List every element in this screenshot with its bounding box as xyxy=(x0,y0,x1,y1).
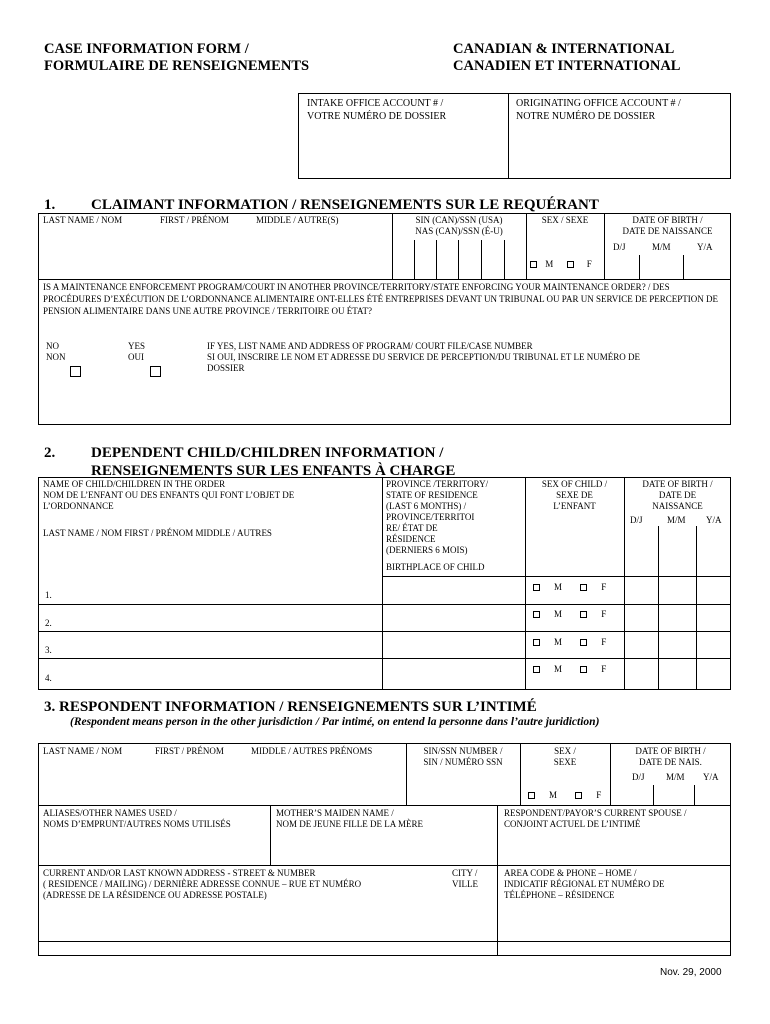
answer-yes-checkbox[interactable] xyxy=(150,366,161,377)
child-row-2-sex xyxy=(533,609,606,620)
child-dob-header xyxy=(624,479,731,512)
child-name-header xyxy=(43,479,373,512)
child-4-sex-m-checkbox[interactable] xyxy=(533,666,540,673)
sin-cell-5 xyxy=(504,240,505,279)
sin-cell-4 xyxy=(481,240,482,279)
respondent-line-1 xyxy=(38,805,731,806)
claimant-divider xyxy=(38,279,731,280)
respondent-sex-f-checkbox[interactable] xyxy=(575,792,582,799)
claimant-sex-m-label: M xyxy=(545,259,554,269)
sin-cell-1 xyxy=(414,240,415,279)
child-name-header-label: NAME OF CHILD/CHILDREN IN THE ORDER NOM DE L’ENFANT OU DES ENFANTS QUI FONT L’OBJET DE L’ORDONNANCE xyxy=(43,479,295,511)
child-3-sex-f-label: F xyxy=(601,637,607,647)
section2-title-fr: RENSEIGNEMENTS SUR LES ENFANTS À CHARGE xyxy=(91,463,456,479)
child-2-sex-f-checkbox[interactable] xyxy=(580,611,587,618)
respondent-box xyxy=(38,743,731,956)
claimant-sin-field[interactable] xyxy=(392,215,526,237)
child-3-sex-m-label: M xyxy=(554,637,563,647)
claimant-sex-f-label: F xyxy=(586,259,592,269)
child-dob-year: Y/A xyxy=(706,515,722,525)
section1-number: 1. xyxy=(44,197,56,213)
child-row-4-sex xyxy=(533,664,606,675)
respondent-aliases-field[interactable] xyxy=(43,808,268,830)
account-divider xyxy=(508,93,509,179)
respondent-line-3 xyxy=(38,941,731,942)
child-province-header xyxy=(386,479,522,556)
enforcement-details-label: IF YES, LIST NAME AND ADDRESS OF PROGRAM/ COURT FILE/CASE NUMBER SI OUI, INSCRIRE LE NOM ET ADRESSE DU SERVICE DE PERCEPTION/DU TRIBUNAL ET LE NUMÉRO DE DOSSIER xyxy=(207,341,640,373)
child-1-sex-m-label: M xyxy=(554,582,563,592)
respondent-dob-label: DATE OF BIRTH / DATE DE NAIS. xyxy=(635,746,706,767)
respondent-spouse-label: RESPONDENT/PAYOR’S CURRENT SPOUSE / CONJOINT ACTUEL DE L’INTIMÉ xyxy=(504,808,687,829)
section2-title-en: DEPENDENT CHILD/CHILDREN INFORMATION / xyxy=(91,445,444,461)
respondent-phone-label: AREA CODE & PHONE – HOME / INDICATIF RÉGIONAL ET NUMÉRO DE TÉLÉPHONE – RÉSIDENCE xyxy=(504,868,665,900)
claimant-dob-year: Y/A xyxy=(697,242,713,252)
answer-no xyxy=(46,341,66,363)
child-1-sex-m-checkbox[interactable] xyxy=(533,584,540,591)
form-title xyxy=(44,41,309,75)
respondent-line-2 xyxy=(38,865,731,866)
claimant-dob-month: M/M xyxy=(652,242,671,252)
child-dob-month: M/M xyxy=(667,515,686,525)
form-title-fr: FORMULAIRE DE RENSEIGNEMENTS xyxy=(44,58,310,74)
originating-account-field[interactable] xyxy=(516,97,728,123)
answer-yes xyxy=(128,341,145,363)
children-row-line-1 xyxy=(38,604,731,605)
respondent-dob-field[interactable] xyxy=(610,746,731,768)
dob-cell-1 xyxy=(639,255,640,279)
claimant-sin-label: SIN (CAN)/SSN (USA) NAS (CAN)/SSN (É-U) xyxy=(415,215,503,236)
respondent-city-label: CITY / VILLE xyxy=(452,868,478,889)
answer-no-checkbox[interactable] xyxy=(70,366,81,377)
child-province-header-label: PROVINCE /TERRITORY/ STATE OF RESIDENCE (LAST 6 MONTHS) / PROVINCE/TERRITOI RE/ ÉTAT DE RÉSIDENCE (DERNIERS 6 MOIS) xyxy=(386,479,489,555)
respondent-maiden-field[interactable] xyxy=(276,808,494,830)
claimant-dob-field[interactable] xyxy=(604,215,731,237)
section2-title xyxy=(91,444,455,480)
section1-title: CLAIMANT INFORMATION / RENSEIGNEMENTS SUR LE REQUÉRANT xyxy=(91,197,599,213)
child-1-sex-f-checkbox[interactable] xyxy=(580,584,587,591)
child-dob-cell-2 xyxy=(696,526,697,690)
children-row-line-2 xyxy=(38,631,731,632)
respondent-sin-field[interactable] xyxy=(406,746,520,768)
child-row-2-number: 2. xyxy=(45,618,52,628)
intake-account-label: INTAKE OFFICE ACCOUNT # / VOTRE NUMÉRO DE DOSSIER xyxy=(307,98,447,122)
child-3-sex-f-checkbox[interactable] xyxy=(580,639,587,646)
section3-title: 3. RESPONDENT INFORMATION / RENSEIGNEMENTS SUR L’INTIMÉ xyxy=(44,699,537,715)
respondent-dob-year: Y/A xyxy=(703,772,719,782)
respondent-col-4 xyxy=(270,805,271,865)
claimant-dob-day: D/J xyxy=(613,242,626,252)
child-2-sex-m-label: M xyxy=(554,609,563,619)
section2-number: 2. xyxy=(44,445,56,461)
department-title xyxy=(453,41,680,75)
child-sex-header-label: SEX OF CHILD / SEXE DE L’ENFANT xyxy=(541,479,608,511)
claimant-middle-name-label[interactable]: MIDDLE / AUTRE(S) xyxy=(256,215,339,225)
claimant-sex-m-checkbox[interactable] xyxy=(530,261,537,268)
claimant-dob-label: DATE OF BIRTH / DATE DE NAISSANCE xyxy=(622,215,713,236)
intake-account-field[interactable] xyxy=(307,97,502,123)
child-row-1-number: 1. xyxy=(45,590,52,600)
child-4-sex-f-checkbox[interactable] xyxy=(580,666,587,673)
respondent-sex-f-label: F xyxy=(596,790,602,800)
respondent-address-label: CURRENT AND/OR LAST KNOWN ADDRESS - STREET & NUMBER ( RESIDENCE / MAILING) / DERNIÈRE ADRESSE CONNUE – RUE ET NUMÉRO (ADRESSE DE LA RÉSIDENCE OU ADRESSE POSTALE) xyxy=(43,868,362,900)
respondent-sex-m-checkbox[interactable] xyxy=(528,792,535,799)
originating-account-label: ORIGINATING OFFICE ACCOUNT # / NOTRE NUMÉRO DE DOSSIER xyxy=(516,98,681,122)
child-dob-cell-1 xyxy=(658,526,659,690)
claimant-sex-options xyxy=(530,259,592,270)
child-row-3-sex xyxy=(533,637,606,648)
claimant-sex-label: SEX / SEXE xyxy=(541,215,589,225)
section3-note: (Respondent means person in the other jurisdiction / Par intimé, on entend la personne dans l’autre juridiction) xyxy=(70,716,600,728)
child-dob-day: D/J xyxy=(630,515,643,525)
respondent-maiden-label: MOTHER’S MAIDEN NAME / NOM DE JEUNE FILLE DE LA MÈRE xyxy=(276,808,423,829)
respondent-last-name-label[interactable]: LAST NAME / NOM xyxy=(43,746,123,756)
child-sex-header xyxy=(525,479,624,512)
resp-dob-cell-1 xyxy=(653,785,654,805)
respondent-aliases-label: ALIASES/OTHER NAMES USED / NOMS D’EMPRUNT/AUTRES NOMS UTILISÉS xyxy=(43,808,231,829)
respondent-sex-header xyxy=(520,746,610,768)
respondent-dob-day: D/J xyxy=(632,772,645,782)
respondent-spouse-field[interactable] xyxy=(504,808,728,830)
respondent-sex-options xyxy=(528,790,601,801)
children-row-line-3 xyxy=(38,658,731,659)
child-row-4-number: 4. xyxy=(45,673,52,683)
enforcement-details-field[interactable] xyxy=(207,341,727,374)
answer-yes-label: YES OUI xyxy=(128,341,146,362)
respondent-sex-label: SEX / SEXE xyxy=(553,746,577,767)
respondent-phone-field[interactable] xyxy=(504,868,728,901)
resp-dob-cell-2 xyxy=(694,785,695,805)
claimant-box xyxy=(38,213,731,425)
child-dob-header-label: DATE OF BIRTH / DATE DE NAISSANCE xyxy=(642,479,713,511)
sin-cell-2 xyxy=(436,240,437,279)
respondent-sin-label: SIN/SSN NUMBER / SIN / NUMÉRO SSN xyxy=(423,746,503,767)
respondent-col-5 xyxy=(497,805,498,956)
dept-en: CANADIAN & INTERNATIONAL xyxy=(453,41,675,57)
enforcement-question: IS A MAINTENANCE ENFORCEMENT PROGRAM/COURT IN ANOTHER PROVINCE/TERRITORY/STATE ENFORCING YOUR MAINTENANCE ORDER? / DES PROCÉDURES D’EXÉCUTION DE L’ORDONNANCE ALIMENTAIRE ONT-ELLES ÉTÉ ENTREPRISES DEVANT UN TRIBUNAL OU PAR UN SERVICE DE PERCEPTION DE PENSION ALIMENTAIRE DANS UNE AUTRE PROVINCE / TERRITOIRE OU ÉTAT? xyxy=(43,282,718,316)
child-4-sex-f-label: F xyxy=(601,664,607,674)
child-4-sex-m-label: M xyxy=(554,664,563,674)
respondent-first-name-label[interactable]: FIRST / PRÉNOM xyxy=(155,746,224,756)
child-birthplace-header: BIRTHPLACE OF CHILD xyxy=(386,562,485,572)
claimant-sex-f-checkbox[interactable] xyxy=(567,261,574,268)
respondent-dob-month: M/M xyxy=(666,772,685,782)
children-row-line-0 xyxy=(382,576,731,577)
form-title-en: CASE INFORMATION FORM / xyxy=(44,41,249,57)
revision-date: Nov. 29, 2000 xyxy=(660,967,722,978)
child-1-sex-f-label: F xyxy=(601,582,607,592)
dept-fr: CANADIEN ET INTERNATIONAL xyxy=(453,58,681,74)
respondent-sex-m-label: M xyxy=(549,790,558,800)
child-row-3-number: 3. xyxy=(45,645,52,655)
child-2-sex-f-label: F xyxy=(601,609,607,619)
answer-no-label: NO NON xyxy=(46,341,66,362)
child-row-1-sex xyxy=(533,582,606,593)
dob-cell-2 xyxy=(683,255,684,279)
claimant-first-name-label[interactable]: FIRST / PRÉNOM xyxy=(160,215,229,225)
respondent-middle-name-label[interactable]: MIDDLE / AUTRES PRÉNOMS xyxy=(251,746,373,756)
sin-cell-3 xyxy=(458,240,459,279)
respondent-address-field[interactable] xyxy=(43,868,443,901)
respondent-city-field[interactable] xyxy=(452,868,496,890)
child-3-sex-m-checkbox[interactable] xyxy=(533,639,540,646)
child-2-sex-m-checkbox[interactable] xyxy=(533,611,540,618)
claimant-last-name-label[interactable]: LAST NAME / NOM xyxy=(43,215,123,225)
child-name-subheader: LAST NAME / NOM FIRST / PRÉNOM MIDDLE / AUTRES xyxy=(43,528,272,538)
